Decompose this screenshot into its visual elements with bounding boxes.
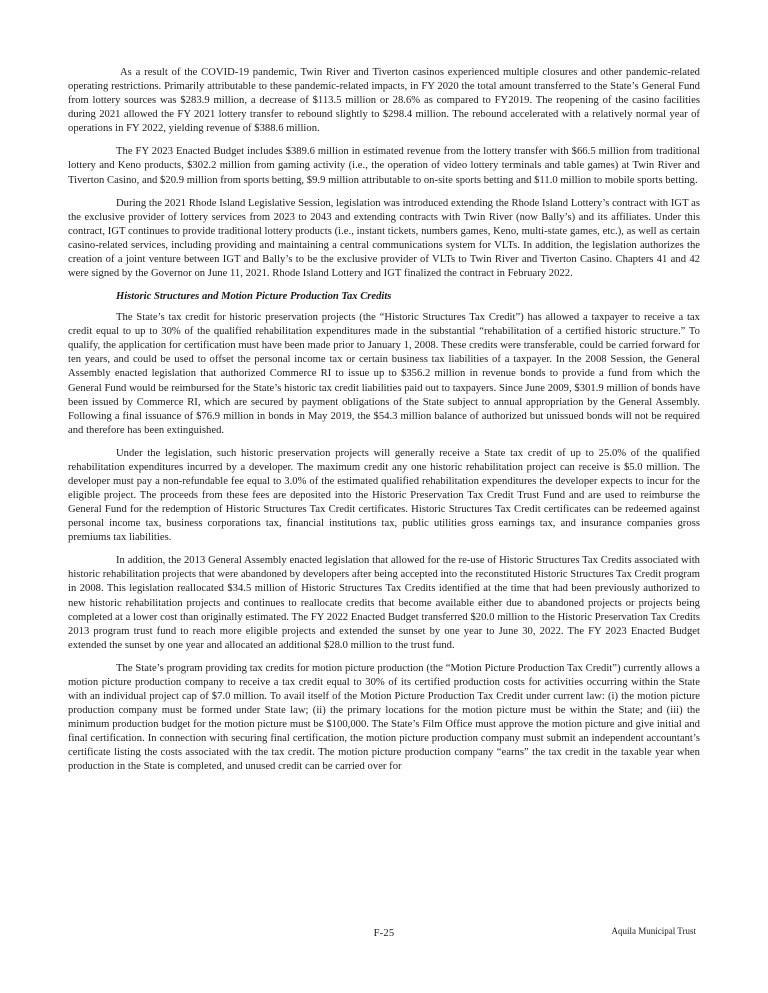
paragraph-motion-picture: The State’s program providing tax credits for motion picture production (the “Motion Picture Production Tax Credit”) currently allows a motion picture production company to receive a tax credit equal to 30% of its certified production costs for activities occurring within the State with an individual project cap of $7.0 million. To avail itself of the Motion Picture Production Tax Credit under current law: (i) the motion picture production company must be formed under State law; (ii) the primary locations for the motion picture must be within the State; and (iii) the minimum production budget for the motion picture must be $100,000. The State’s Film Office must approve the motion picture and give initial and final certification. In connection with securing final certification, the motion picture production company must submit an independent accountant’s certificate listing the costs associated with the tax credit. The motion picture production company “earns” the tax credit in the taxable year when production in the State is completed, and unused credit can be carried over for	[68, 662, 700, 773]
paragraph-historic-legislation: Under the legislation, such historic preservation projects will generally receive a State tax credit of up to 25.0% of the qualified rehabilitation expenditures incurred by a developer. The maximum credit any one historic rehabilitation project can receive is $5.0 million. The developer must pay a non-refundable fee equal to 3.0% of the estimated qualified rehabilitation expenditures the developer expects to incur for the eligible project. The proceeds from these fees are deposited into the Historic Preservation Tax Credit Trust Fund and are used to reimburse the General Fund for the redemption of Historic Structures Tax Credit certificates. Historic Structures Tax Credit certificates can be redeemed against personal income tax, business corporations tax, financial institutions tax, public utilities gross earnings tax, and insurance companies gross premiums tax liabilities.	[68, 447, 700, 544]
paragraph-fy2023-lottery: The FY 2023 Enacted Budget includes $389.6 million in estimated revenue from the lottery transfer with $66.5 million from traditional lottery and Keno products, $302.2 million from gaming activity (i.e., the operation of video lottery terminals and table games) at Twin River and Tiverton Casino, and $20.9 million from sports betting, $9.9 million attributable to on-site sports betting and $11.0 million to mobile sports betting.	[68, 146, 700, 186]
section-heading: Historic Structures and Motion Picture Production Tax Credits	[116, 291, 392, 303]
paragraph-lottery-covid: As a result of the COVID-19 pandemic, Twin River and Tiverton casinos experienced multiple closures and other pandemic-related operating restrictions. Primarily attributable to these pandemic-related impacts, in FY 2020 the total amount transferred to the State’s General Fund from lottery sources was $283.9 million, a decrease of $113.5 million or 28.6% as compared to FY2019. The reopening of the casino facilities during 2021 allowed the FY 2021 lottery transfer to rebound slightly to $298.4 million. The rebound accelerated with a relatively normal year of operations in FY 2022, yielding revenue of $388.6 million.	[68, 67, 700, 135]
publisher-name: Aquila Municipal Trust	[611, 926, 696, 936]
paragraph-igt-contract: During the 2021 Rhode Island Legislative Session, legislation was introduced extending the Rhode Island Lottery’s contract with IGT as the exclusive provider of lottery services from 2023 to 2043 and extending contracts with Twin River (now Bally’s) and its affiliates. Under this contract, IGT continues to provide traditional lottery products (i.e., instant tickets, numbers games, Keno, multi-state games, etc.), as well as certain casino-related services, including providing and maintaining a central communications system for VLTs. In addition, the legislation authorizes the creation of a joint venture between IGT and Bally’s to be the exclusive provider of VLTs to Twin River and Tiverton Casino. Chapters 41 and 42 were signed by the Governor on June 11, 2021. Rhode Island Lottery and IGT finalized the contract in February 2022.	[68, 197, 700, 279]
paragraph-historic-credit: The State’s tax credit for historic preservation projects (the “Historic Structures Tax Credit”) has allowed a taxpayer to receive a tax credit equal to up to 30% of the qualified rehabilitation expenditures made in the substantial “rehabilitation of a certified historic structure.” To qualify, the application for certification must have been made prior to January 1, 2008. These credits were transferable, could be carried forward for ten years, and could be used to offset the personal income tax or certain business tax liabilities of a taxpayer. In the 2008 Session, the General Assembly enacted legislation that authorized Commerce RI to issue up to $356.2 million in revenue bonds to provide a fund from which the General Fund would be reimbursed for the State’s historic tax credit liabilities paid out to taxpayers. Since June 2009, $301.9 million of bonds have been issued by Commerce RI, which are secured by payment obligations of the State subject to annual appropriation by the General Assembly. Following a final issuance of $76.9 million in bonds in May 2019, the $54.3 million balance of authorized but unissued bonds will not be required and therefore has been extinguished.	[68, 312, 700, 436]
page-number: F-25	[373, 928, 395, 939]
paragraph-historic-reuse: In addition, the 2013 General Assembly enacted legislation that allowed for the re-use of Historic Structures Tax Credits associated with historic rehabilitation projects that were abandoned by developers after being accepted into the reconstituted Historic Structures Tax Credit program in 2008. This legislation reallocated $34.5 million of Historic Structures Tax Credits identified at the time that had been previously authorized to new historic rehabilitation projects and continues to reallocate credits that become available either due to abandoned projects or projects being completed at a lower cost than originally estimated. The FY 2022 Enacted Budget transferred $20.0 million to the Historic Preservation Tax Credits 2013 program trust fund to reach more eligible projects and extended the sunset by one year to June 30, 2022. The FY 2023 Enacted Budget extended the sunset by one year and allocated an additional $28.0 million to the trust fund.	[68, 555, 700, 651]
document-body	[68, 66, 700, 783]
